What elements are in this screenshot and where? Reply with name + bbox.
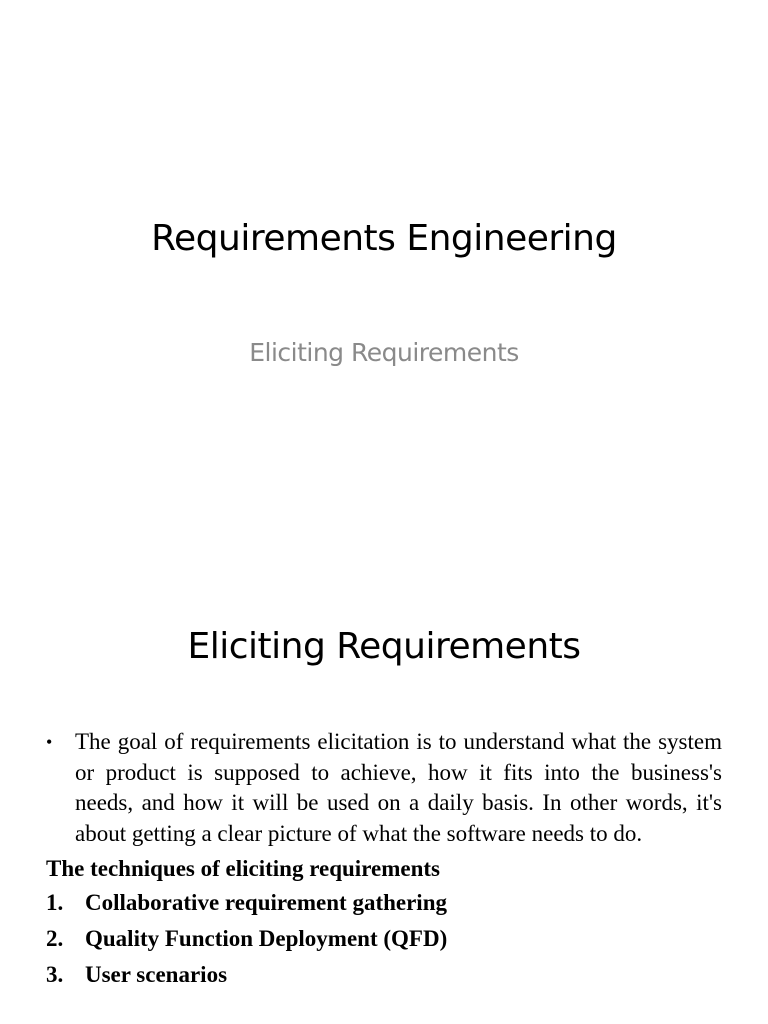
content-body [46, 727, 722, 993]
list-item [46, 921, 722, 957]
bullet-icon: • [46, 732, 53, 752]
techniques-list [46, 885, 722, 993]
content-slide-title: Eliciting Requirements [187, 626, 581, 667]
content-slide [0, 512, 768, 1024]
list-item-number: 3. [46, 961, 64, 987]
bullet-text: The goal of requirements elicitation is to understand what the system or product is supposed to achieve, how it fits into the business's needs, and how it will be used on a daily basis. In other words, it's about getting a clear picture of what the software needs to do. [75, 729, 722, 846]
list-item-label: Collaborative requirement gathering [85, 889, 447, 915]
list-item-label: User scenarios [85, 961, 228, 987]
list-item [46, 885, 722, 921]
list-item-number: 1. [46, 889, 64, 915]
bullet-item [46, 727, 722, 849]
list-item-label: Quality Function Deployment (QFD) [85, 925, 448, 951]
list-item-number: 2. [46, 925, 64, 951]
techniques-heading: The techniques of eliciting requirements [46, 856, 440, 881]
list-item [46, 957, 722, 993]
slide-title: Requirements Engineering [151, 218, 617, 259]
slide-subtitle: Eliciting Requirements [249, 338, 519, 367]
